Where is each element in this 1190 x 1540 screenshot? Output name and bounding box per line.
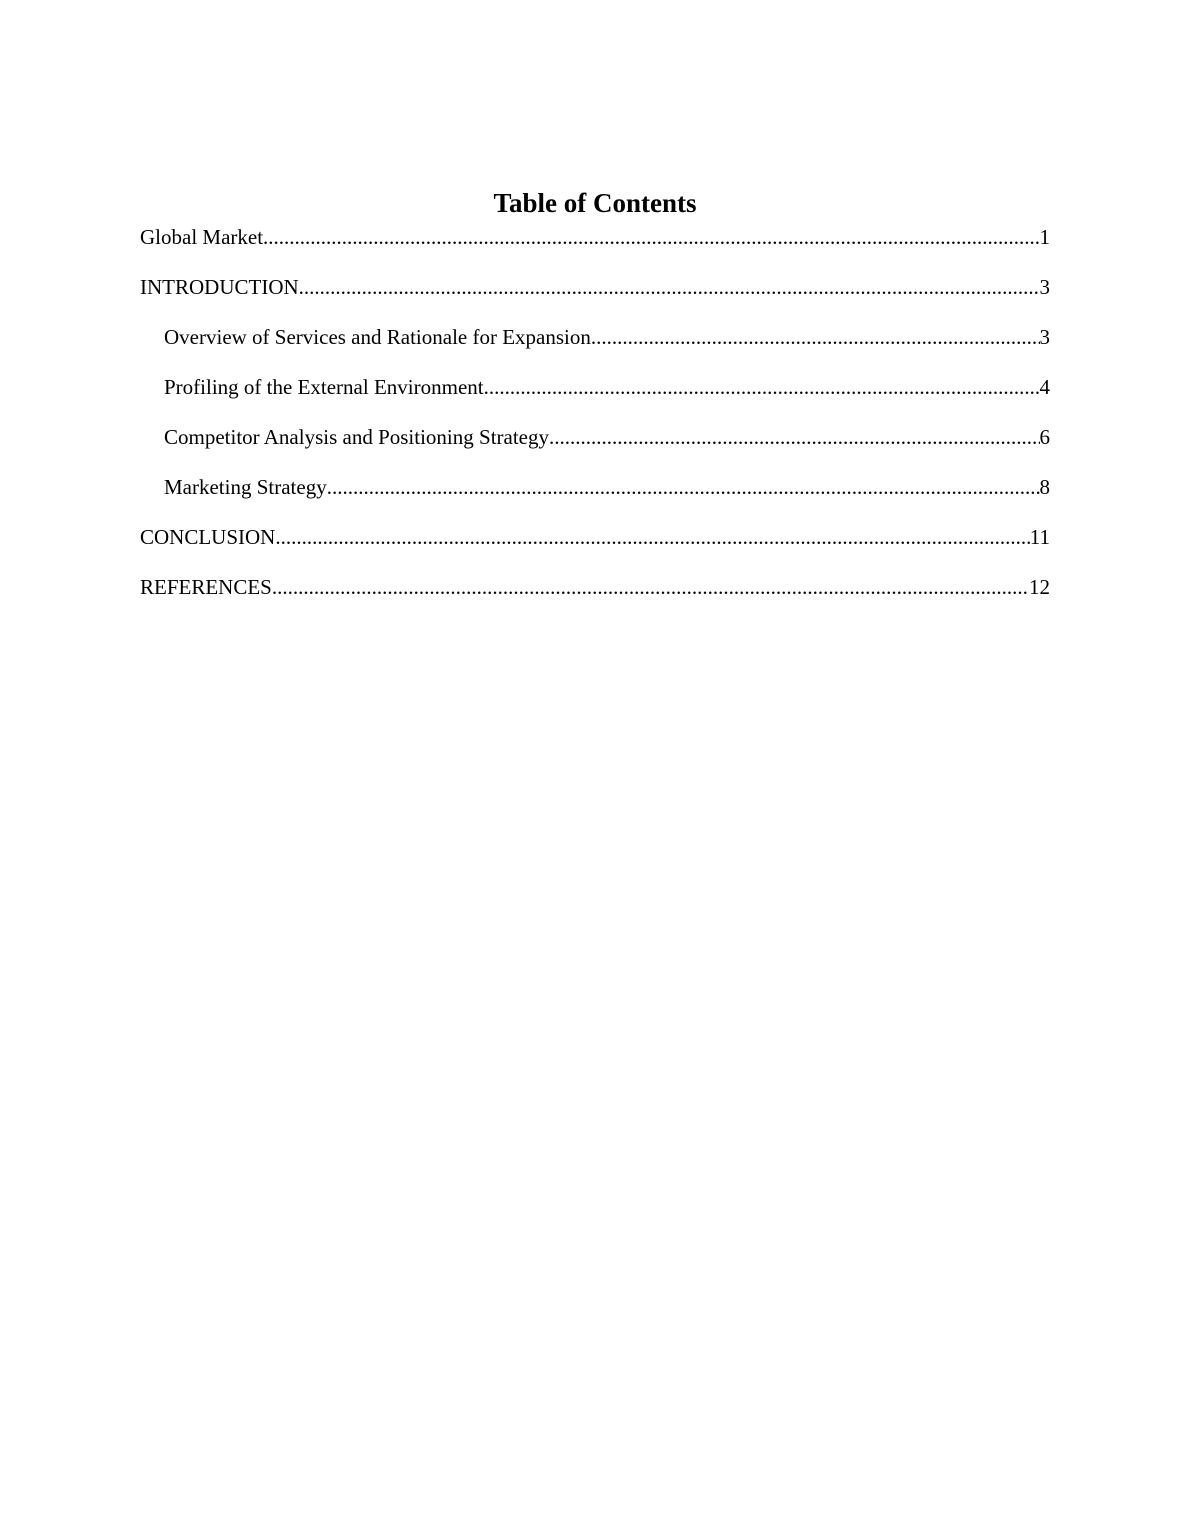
toc-dot-leader: [591, 322, 1040, 352]
toc-entry-label: Marketing Strategy: [164, 475, 327, 499]
toc-page-number: 3: [1039, 325, 1050, 349]
toc-page-number: 1: [1039, 225, 1050, 249]
toc-dot-leader: [484, 372, 1040, 402]
toc-entry-marketing-strategy[interactable]: [140, 472, 1050, 522]
toc-dot-leader: [272, 572, 1029, 602]
toc-entry-global-market[interactable]: [140, 222, 1050, 272]
toc-dot-leader: [275, 522, 1029, 552]
toc-entry-external-environment[interactable]: [140, 372, 1050, 422]
toc-entry-label: CONCLUSION: [140, 525, 276, 549]
toc-entry-competitor-analysis[interactable]: [140, 422, 1050, 472]
toc-page-number: 8: [1039, 475, 1050, 499]
toc-dot-leader: [299, 272, 1040, 302]
toc-dot-leader: [549, 422, 1040, 452]
toc-dot-leader: [327, 472, 1040, 502]
toc-entry-references[interactable]: [140, 572, 1050, 622]
toc-title: Table of Contents: [493, 188, 697, 218]
toc-page-number: 11: [1029, 525, 1050, 549]
toc-dot-leader: [263, 222, 1039, 252]
table-of-contents: [140, 222, 1050, 622]
toc-entry-introduction[interactable]: [140, 272, 1050, 322]
toc-page-number: 12: [1029, 575, 1050, 599]
toc-entry-label: Profiling of the External Environment: [164, 375, 484, 399]
toc-entry-label: REFERENCES: [140, 575, 272, 599]
toc-entry-conclusion[interactable]: [140, 522, 1050, 572]
toc-entry-label: Overview of Services and Rationale for Expansion: [164, 325, 591, 349]
toc-entry-overview-of-services[interactable]: [140, 322, 1050, 372]
toc-page-number: 6: [1039, 425, 1050, 449]
toc-page-number: 3: [1039, 275, 1050, 299]
toc-entry-label: Global Market: [140, 225, 264, 249]
toc-entry-label: Competitor Analysis and Positioning Strategy: [164, 425, 549, 449]
toc-entry-label: INTRODUCTION: [140, 275, 299, 299]
toc-page-number: 4: [1039, 375, 1050, 399]
